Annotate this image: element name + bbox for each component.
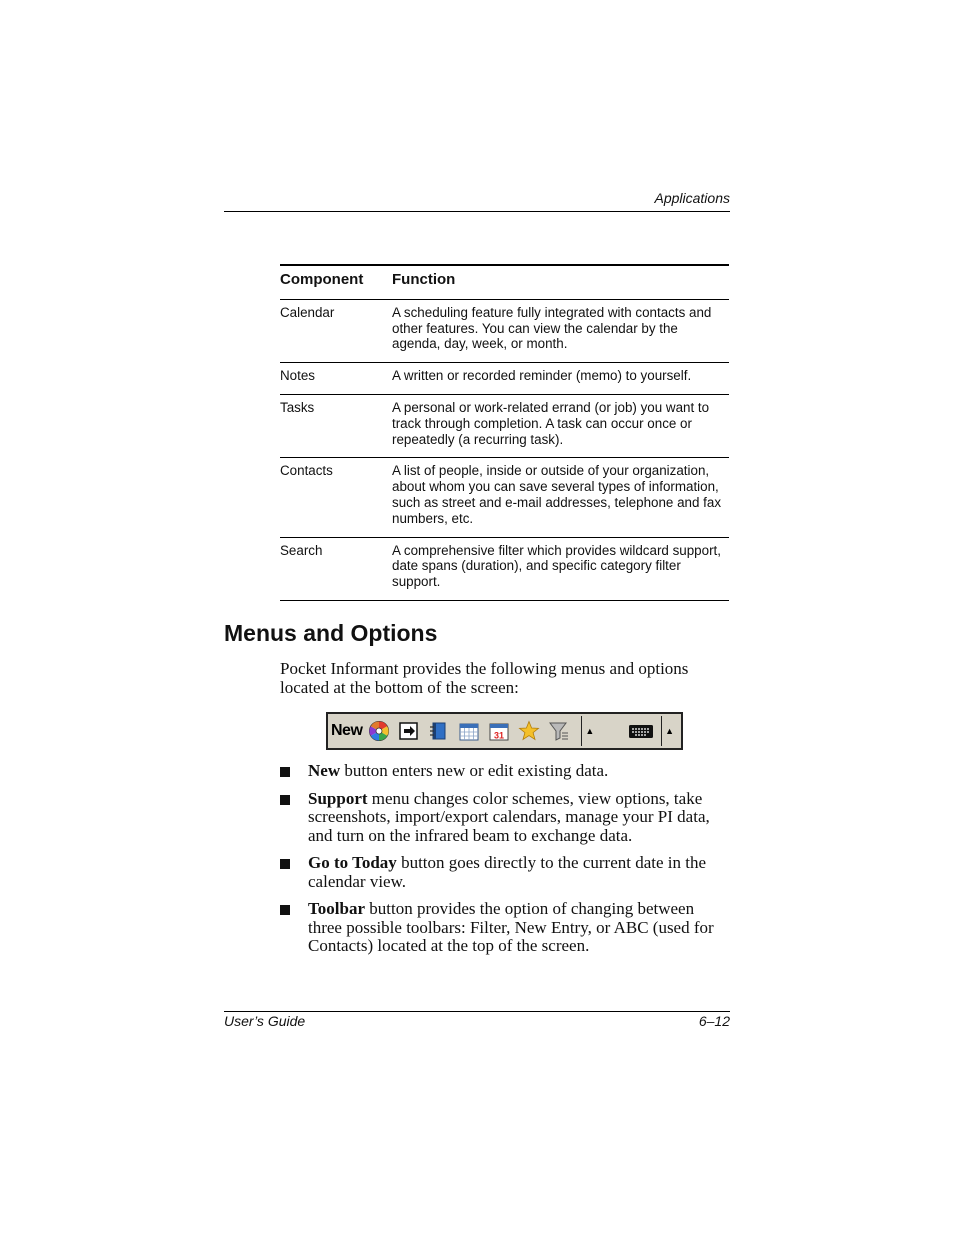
component-cell: Search	[280, 537, 392, 600]
section-title: Menus and Options	[224, 620, 438, 646]
footer-rule	[224, 1011, 730, 1012]
table-row	[280, 299, 729, 362]
table-row	[280, 458, 729, 537]
bullet-icon	[280, 905, 290, 915]
keyboard-icon[interactable]	[628, 720, 654, 742]
list-item	[280, 854, 730, 891]
list-item	[280, 790, 730, 846]
star-icon[interactable]	[518, 720, 540, 742]
list-item	[280, 900, 730, 956]
component-cell: Calendar	[280, 299, 392, 362]
calendar-day-number: 31	[494, 730, 505, 741]
function-cell: A personal or work-related errand (or job) you want to track through completion. A task can occur once or repeatedly (a recurring task).	[392, 394, 729, 457]
bullet-icon	[280, 767, 290, 777]
function-cell: A comprehensive filter which provides wildcard support, date spans (duration), and specific category filter support.	[392, 537, 729, 600]
column-header-function: Function	[392, 265, 729, 299]
component-cell: Contacts	[280, 458, 392, 537]
toolbar-up-arrow-icon[interactable]: ▲	[585, 726, 595, 736]
list-item	[280, 762, 730, 781]
function-cell: A written or recorded reminder (memo) to yourself.	[392, 363, 729, 395]
toolbar-separator	[661, 716, 662, 746]
bullet-icon	[280, 795, 290, 805]
new-button[interactable]: New	[331, 722, 363, 739]
filter-icon[interactable]	[548, 720, 570, 742]
intro-paragraph: Pocket Informant provides the following menus and options located at the bottom of the screen:	[280, 659, 689, 697]
list-item-text: button enters new or edit existing data.	[340, 761, 609, 780]
list-item-text: menu changes color schemes, view options, take screenshots, import/export calendars, manage your PI data, and turn on the infrared beam to exchange data.	[308, 788, 710, 845]
component-cell: Tasks	[280, 394, 392, 457]
components-table	[280, 264, 729, 601]
table-header-row	[280, 265, 729, 299]
options-list	[280, 762, 730, 965]
week-calendar-icon[interactable]	[458, 720, 480, 742]
footer-guide-title: User’s Guide	[224, 1013, 306, 1029]
list-item-term: Support	[308, 788, 368, 808]
table-row	[280, 537, 729, 600]
running-header: Applications	[654, 190, 730, 206]
table-row	[280, 394, 729, 457]
table-row	[280, 363, 729, 395]
book-icon[interactable]	[428, 720, 450, 742]
list-item-term: Go to Today	[308, 853, 397, 872]
go-to-today-icon[interactable]	[398, 720, 420, 742]
bullet-icon	[280, 859, 290, 869]
support-wheel-icon[interactable]	[368, 720, 390, 742]
function-cell: A list of people, inside or outside of your organization, about whom you can save several types of information, such as street and e-mail addresses, telephone and fax numbers, etc.	[392, 458, 729, 537]
list-item-text: button goes directly to the current date in the calendar view.	[308, 853, 707, 891]
component-cell: Notes	[280, 363, 392, 395]
list-item-term: New	[308, 761, 341, 780]
page-number: 6–12	[698, 1013, 730, 1029]
month-calendar-icon[interactable]	[488, 720, 510, 742]
list-item-term: Toolbar	[308, 899, 366, 918]
toolbar-screenshot	[326, 712, 683, 750]
list-item-text: button provides the option of changing between three possible toolbars: Filter, New Entry, or ABC (used for Contacts) located at the top of the screen.	[308, 899, 714, 955]
toolbar-separator	[581, 716, 582, 746]
column-header-component: Component	[280, 265, 392, 299]
sip-up-arrow-icon[interactable]: ▲	[665, 726, 674, 736]
header-rule	[224, 211, 730, 212]
function-cell: A scheduling feature fully integrated with contacts and other features. You can view the calendar by the agenda, day, week, or month.	[392, 299, 729, 362]
